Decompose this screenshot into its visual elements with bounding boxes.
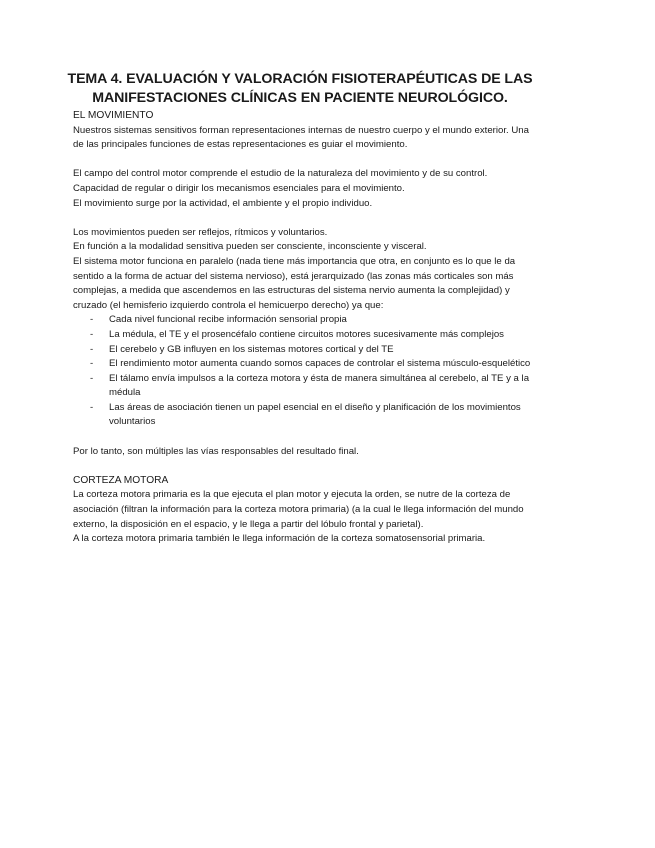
list-item-text: El tálamo envía impulsos a la corteza motora y ésta de manera simultánea al cerebelo, al TE y a la médula	[109, 372, 530, 399]
paragraph-control-motor: El campo del control motor comprende el estudio de la naturaleza del movimiento y de su control. Capacidad de regular o dirigir los mecanismos esenciales para el movimiento.	[73, 168, 488, 194]
list-item-text: La médula, el TE y el prosencéfalo contiene circuitos motores sucesivamente más complejos	[109, 328, 504, 340]
bullet-dash: -	[90, 372, 94, 384]
paragraph-gap	[73, 459, 533, 474]
bullet-dash: -	[90, 343, 94, 355]
bullet-dash: -	[90, 358, 94, 370]
section-heading-corteza-motora: CORTEZA MOTORA	[73, 474, 169, 486]
paragraph-sistemas-sensitivos: Nuestros sistemas sensitivos forman representaciones internas de nuestro cuerpo y el mundo exterior. Una de las principales funciones de estas representaciones es guiar el movimiento.	[73, 124, 529, 151]
list-item	[73, 328, 533, 343]
document-body	[73, 109, 533, 547]
list-item	[73, 357, 533, 372]
document-title: TEMA 4. EVALUACIÓN Y VALORACIÓN FISIOTERAPÉUTICAS DE LAS MANIFESTACIONES CLÍNICAS EN PACIENTE NEUROLÓGICO.	[67, 71, 533, 106]
paragraph-modalidad-sensitiva: En función a la modalidad sensitiva pueden ser consciente, inconsciente y visceral.	[73, 241, 427, 253]
paragraph-gap	[73, 211, 533, 226]
bullet-dash: -	[90, 314, 94, 326]
section-heading-movimiento: EL MOVIMIENTO	[73, 110, 154, 121]
list-item-text: Las áreas de asociación tienen un papel esencial en el diseño y planificación de los movimientos voluntarios	[109, 401, 521, 428]
paragraph-sistema-motor: El sistema motor funciona en paralelo (nada tiene más importancia que otra, en conjunto es lo que le da sentido a la forma de actuar del sistema nervioso), está jerarquizado (las zonas más corticales son más complejas, a medida que ascendemos en las estructuras del sistema nervio aumenta la complejidad) y cruzado (el hemisferio izquierdo controla el hemicuerpo derecho) ya que:	[73, 255, 516, 311]
paragraph-gap	[73, 153, 533, 168]
list-item	[73, 401, 533, 430]
list-item	[73, 343, 533, 358]
paragraph-corteza-primaria: La corteza motora primaria es la que ejecuta el plan motor y ejecuta la orden, se nutre de la corteza de asociación (filtran la información para la corteza motora primaria) (a la cual le llega información del mundo externo, la disposición en el espacio, y le llega a partir del lóbulo frontal y parietal).	[73, 489, 524, 530]
paragraph-movimiento-surge: El movimiento surge por la actividad, el ambiente y el propio individuo.	[73, 197, 373, 209]
bullet-list	[73, 313, 533, 430]
list-item-text: Cada nivel funcional recibe información sensorial propia	[109, 314, 347, 326]
paragraph-conclusion: Por lo tanto, son múltiples las vías responsables del resultado final.	[73, 445, 359, 457]
list-item	[73, 313, 533, 328]
paragraph-gap	[73, 430, 533, 445]
list-item-text: El rendimiento motor aumenta cuando somos capaces de controlar el sistema músculo-esquelético	[109, 358, 531, 370]
list-item	[73, 372, 533, 401]
paragraph-tipos-movimiento: Los movimientos pueden ser reflejos, rítmicos y voluntarios.	[73, 226, 328, 238]
list-item-text: El cerebelo y GB influyen en los sistemas motores cortical y del TE	[109, 343, 394, 355]
paragraph-somatosensorial: A la corteza motora primaria también le llega información de la corteza somatosensorial primaria.	[73, 533, 486, 545]
bullet-dash: -	[90, 401, 94, 413]
bullet-dash: -	[90, 328, 94, 340]
